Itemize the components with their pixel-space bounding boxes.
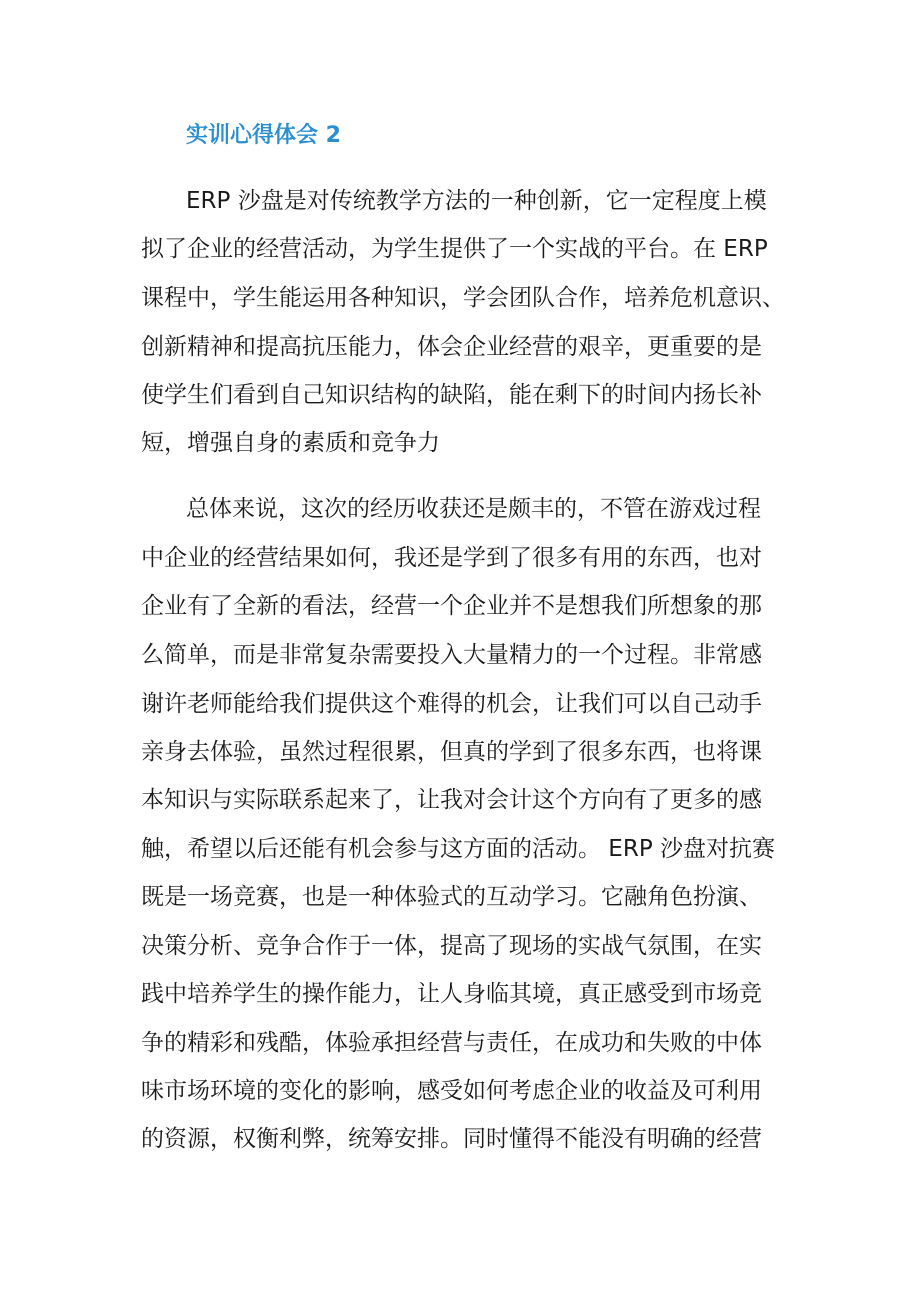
paragraph-2-line-10: 决策分析、竞争合作于一体，提高了现场的实战气氛围，在实 bbox=[141, 933, 762, 959]
section-heading: 实训心得体会 2 bbox=[186, 123, 341, 148]
paragraph-2-line-7: 本知识与实际联系起来了，让我对会计这个方向有了更多的感 bbox=[141, 787, 762, 813]
paragraph-1-line-4: 创新精神和提高抗压能力，体会企业经营的艰辛，更重要的是 bbox=[141, 334, 762, 360]
paragraph-2-line-2: 中企业的经营结果如何，我还是学到了很多有用的东西，也对 bbox=[141, 545, 762, 571]
paragraph-2-line-11: 践中培养学生的操作能力，让人身临其境，真正感受到市场竞 bbox=[141, 981, 762, 1007]
paragraph-2-line-6: 亲身去体验，虽然过程很累，但真的学到了很多东西，也将课 bbox=[141, 739, 762, 765]
paragraph-2-line-4: 么简单，而是非常复杂需要投入大量精力的一个过程。非常感 bbox=[141, 642, 762, 668]
paragraph-1-line-5: 使学生们看到自己知识结构的缺陷，能在剩下的时间内扬长补 bbox=[141, 382, 762, 408]
paragraph-2-line-8: 触，希望以后还能有机会参与这方面的活动。 ERP 沙盘对抗赛 bbox=[141, 836, 776, 862]
paragraph-2-line-9: 既是一场竞赛，也是一种体验式的互动学习。它融角色扮演、 bbox=[141, 884, 762, 910]
paragraph-2-line-13: 味市场环境的变化的影响，感受如何考虑企业的收益及可利用 bbox=[141, 1078, 762, 1104]
paragraph-2-line-3: 企业有了全新的看法，经营一个企业并不是想我们所想象的那 bbox=[141, 593, 762, 619]
paragraph-1-line-1: ERP 沙盘是对传统教学方法的一种创新，它一定程度上模 bbox=[186, 188, 767, 214]
paragraph-2-line-12: 争的精彩和残酷，体验承担经营与责任，在成功和失败的中体 bbox=[141, 1030, 762, 1056]
paragraph-1-line-3: 课程中，学生能运用各种知识，学会团队合作，培养危机意识、 bbox=[141, 285, 785, 311]
paragraph-2-line-14: 的资源，权衡利弊，统筹安排。同时懂得不能没有明确的经营 bbox=[141, 1126, 762, 1152]
paragraph-1-line-2: 拟了企业的经营活动，为学生提供了一个实战的平台。在 ERP bbox=[141, 236, 768, 262]
paragraph-1-line-6: 短，增强自身的素质和竞争力 bbox=[141, 430, 440, 456]
paragraph-2-line-5: 谢许老师能给我们提供这个难得的机会，让我们可以自己动手 bbox=[141, 691, 762, 717]
paragraph-2-line-1: 总体来说，这次的经历收获还是颇丰的，不管在游戏过程 bbox=[186, 496, 761, 522]
